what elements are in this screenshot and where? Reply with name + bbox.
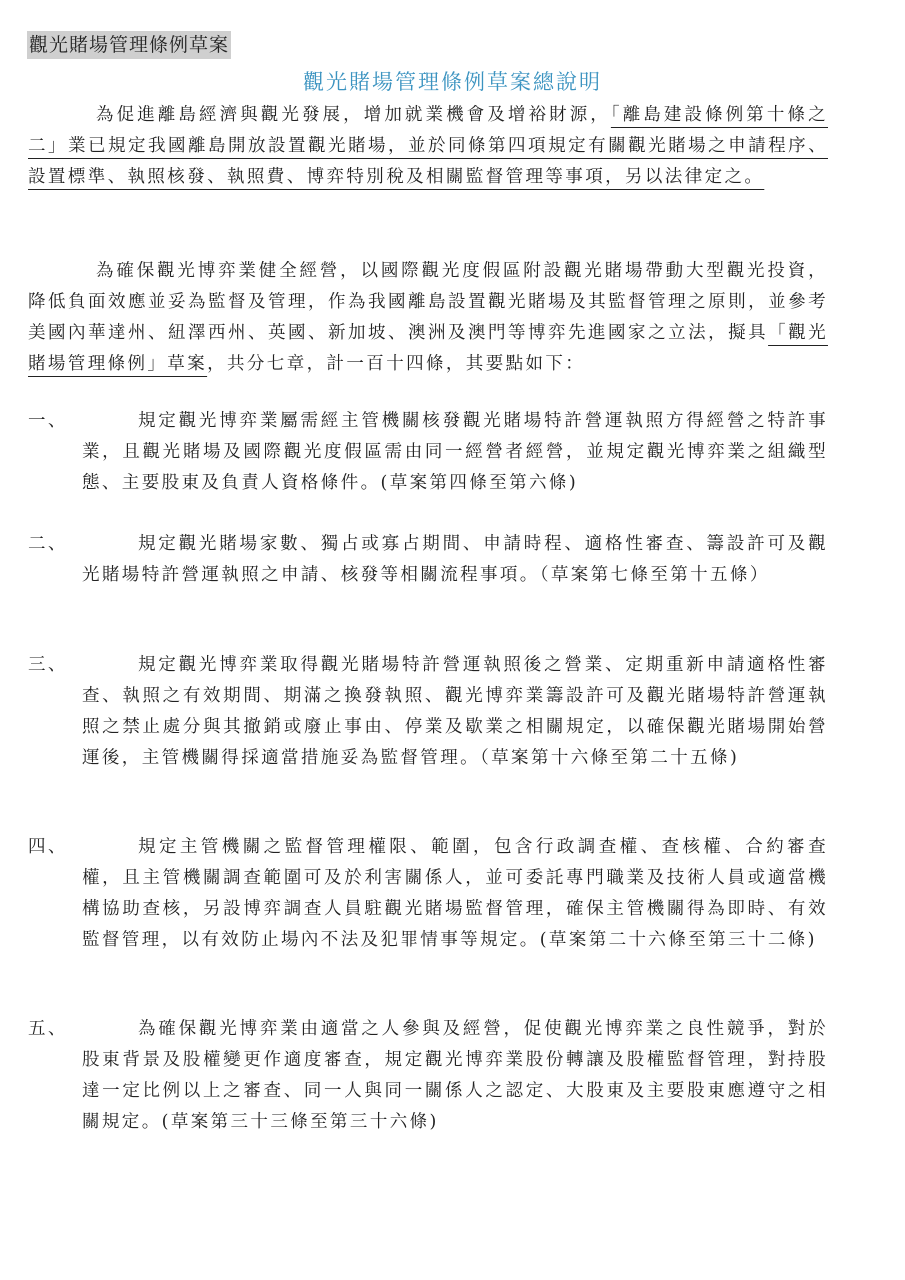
list-item-number: 四、 [28, 837, 68, 857]
list-item-text: 規定觀光博弈業取得觀光賭場特許營運執照後之營業、定期重新申請適格性審查、執照之有效期間、期滿之換發執照、觀光博弈業籌設許可及觀光賭場特許營運執照之禁止處分與其撤銷或廢止事由、停業及歇業之相關規定，以確保觀光賭場開始營運後，主管機關得採適當措施妥為監督管理。（草案第十六條至第二十五條) [82, 655, 828, 768]
list-item [28, 650, 828, 774]
document-title: 觀光賭場管理條例草案總說明 [303, 70, 602, 94]
list-item-number: 三、 [28, 655, 68, 675]
intro-1-underlined: 「離島建設條例第十條之二」業已規定我國離島開放設置觀光賭場，並於同條第四項規定有關觀光賭場之申請程序、設置標準、執照核發、執照費、博弈特別稅及相關監督管理等事項，另以法律定之。 [28, 105, 828, 187]
list-item [28, 1014, 828, 1138]
list-item-number: 一、 [28, 411, 68, 431]
list-item-text: 規定觀光博弈業屬需經主管機關核發觀光賭場特許營運執照方得經營之特許事業，且觀光賭場及國際觀光度假區需由同一經營者經營，並規定觀光博弈業之組織型態、主要股東及負責人資格條件。(草案第四條至第六條) [82, 411, 828, 493]
list-item-text: 規定觀光賭場家數、獨占或寡占期間、申請時程、適格性審查、籌設許可及觀光賭場特許營運執照之申請、核發等相關流程事項。（草案第七條至第十五條） [82, 534, 828, 585]
intro-2-underlined: 「觀光賭場管理條例」草案 [28, 323, 828, 374]
intro-2-text: 為確保觀光博弈業健全經營，以國際觀光度假區附設觀光賭場帶動大型觀光投資，降低負面效應並妥為監督及管理，作為我國離島設置觀光賭場及其監督管理之原則，並參考美國內華達州、紐澤西州、英國、新加坡、澳洲及澳門等博弈先進國家之立法，擬具 [28, 261, 828, 343]
document-header-label: 觀光賭場管理條例草案 [27, 31, 231, 59]
intro-paragraph-1 [28, 100, 828, 193]
list-item-number: 五、 [28, 1019, 68, 1039]
list-item-text: 規定主管機關之監督管理權限、範圍，包含行政調查權、查核權、合約審查權，且主管機關調查範圍可及於利害關係人，並可委託專門職業及技術人員或適當機構協助查核，另設博弈調查人員駐觀光賭場監督管理，確保主管機關得為即時、有效監督管理，以有效防止場內不法及犯罪情事等規定。(草案第二十六條至第三十二條) [82, 837, 828, 950]
list-item-number: 二、 [28, 534, 68, 554]
intro-2-text-end: ，共分七章，計一百十四條，其要點如下： [207, 354, 586, 374]
intro-paragraph-2 [28, 256, 828, 380]
list-item [28, 529, 828, 591]
intro-1-text: 為促進離島經濟與觀光發展，增加就業機會及增裕財源， [96, 105, 611, 125]
list-item [28, 406, 828, 499]
list-item-text: 為確保觀光博弈業由適當之人參與及經營，促使觀光博弈業之良性競爭，對於股東背景及股權變更作適度審查，規定觀光博弈業股份轉讓及股權監督管理，對持股達一定比例以上之審查、同一人與同一關係人之認定、大股東及主要股東應遵守之相關規定。(草案第三十三條至第三十六條) [82, 1019, 828, 1132]
list-item [28, 832, 828, 956]
